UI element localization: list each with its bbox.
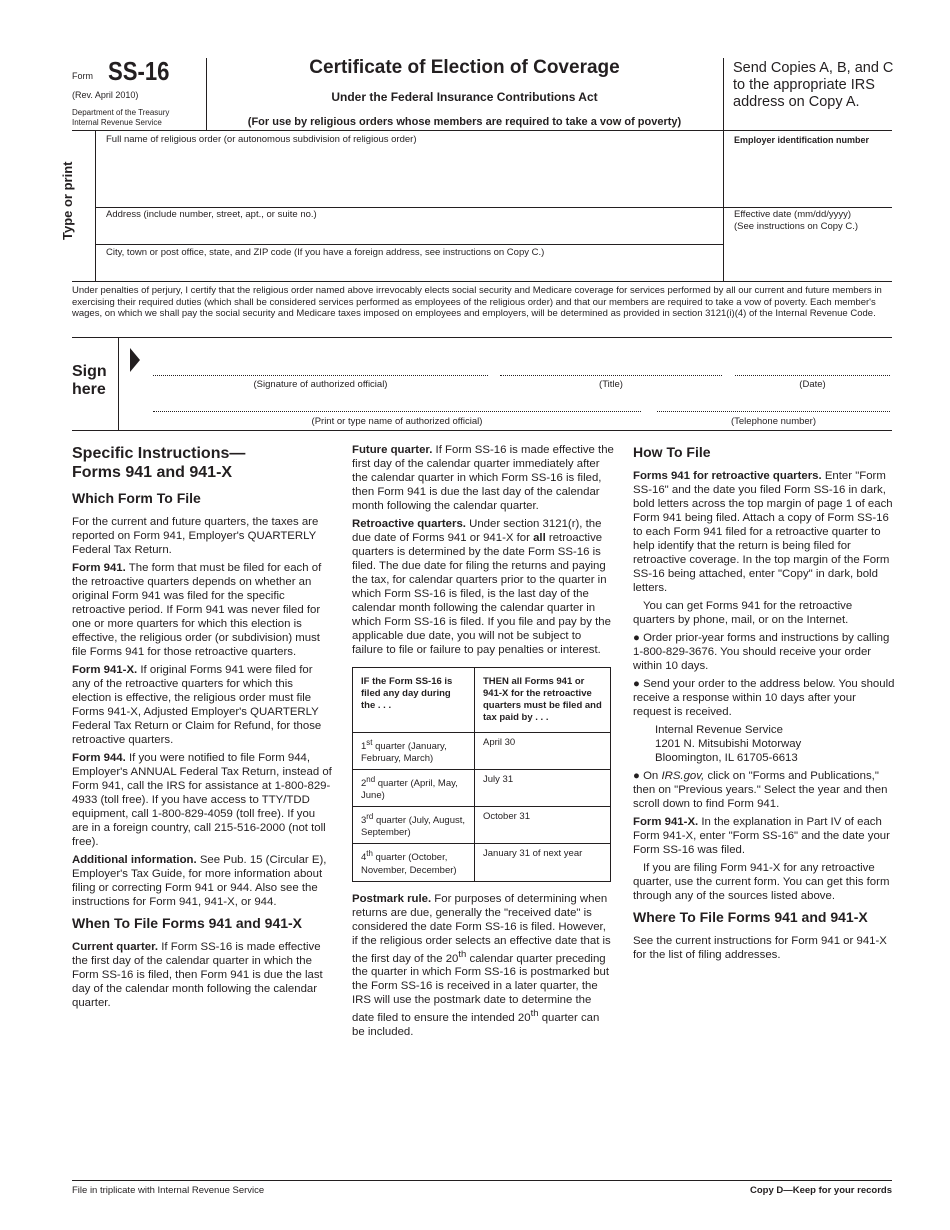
- due-cell: January 31 of next year: [475, 844, 611, 881]
- bullet-order-forms: ● Order prior-year forms and instructions by calling 1-800-829-3676. You should receive your order within 10 days.: [633, 632, 890, 672]
- bullet-icon: ●: [633, 770, 640, 782]
- quarter-cell: 3rd quarter (July, August, September): [353, 807, 475, 844]
- table-row: [353, 733, 611, 770]
- send-copies-note: Send Copies A, B, and C to the appropriate IRS address on Copy A.: [733, 60, 894, 110]
- form-941-paragraph: Form 941. The form that must be filed for each of the retroactive quarters depends on whether an original Form 941 was filed for the specific retroactive period. If Form 941 was never filed for one or more quarters for which this election is effective, the religious order (or subdivision) must file Forms 941 for those retroactive quarters.: [72, 562, 322, 658]
- which-form-heading: Which Form To File: [72, 490, 201, 506]
- table-header-left: IF the Form SS-16 is filed any day during the . . .: [353, 668, 475, 733]
- fields-bottom-rule: [72, 281, 892, 282]
- date-line[interactable]: [735, 375, 890, 376]
- form-subtitle: Under the Federal Insurance Contributions Act: [331, 90, 598, 104]
- postmark-rule-paragraph: Postmark rule. For purposes of determining when returns are due, generally the "received date" is considered the date Form SS-16 is filed. However, if the religious order selects an effective date that is the first day of the 20th calendar quarter preceding the quarter in which Form SS-16 is postmarked but the Form SS-16 is received in a later quarter, the IRS will use the postmark date to determine the date filed to ensure the intended 20th quarter can be included.: [352, 892, 611, 1039]
- sign-arrow-icon: [130, 348, 140, 372]
- type-or-print-label: Type or print: [60, 161, 75, 240]
- title-line[interactable]: [500, 375, 722, 376]
- print-name-caption: (Print or type name of authorized official): [311, 416, 483, 427]
- department-name: Department of the Treasury: [72, 108, 170, 117]
- table-row: [353, 844, 611, 881]
- how-to-file-heading: How To File: [633, 444, 711, 460]
- print-name-line[interactable]: [153, 411, 641, 412]
- quarter-cell: 2nd quarter (April, May, June): [353, 770, 475, 807]
- bullet-icon: ●: [633, 678, 640, 690]
- table-row: [353, 770, 611, 807]
- form-941x-howto-paragraph: Form 941-X. In the explanation in Part IV of each Form 941-X, enter "Form SS-16" and the date your Form SS-16 was filed.: [633, 816, 890, 856]
- order-name-field[interactable]: Full name of religious order (or autonomous subdivision of religious order): [106, 134, 417, 145]
- footer-rule: [72, 1180, 892, 1181]
- use-note: (For use by religious orders whose members are required to take a vow of poverty): [247, 116, 682, 128]
- form-941x-paragraph: Form 941-X. If original Forms 941 were filed for any of the retroactive quarters for which this election is effective, the religious order must file Forms 941-X, Adjusted Employer's QUARTERLY Federal Tax Return or Claim for Refund, for those retroactive quarters.: [72, 664, 322, 746]
- irs-gov-link[interactable]: IRS.gov,: [661, 770, 705, 782]
- revision-date: (Rev. April 2010): [72, 90, 139, 100]
- address-field[interactable]: Address (include number, street, apt., or suite no.): [106, 209, 317, 220]
- header-bottom-rule: [72, 130, 892, 131]
- column-how-to-file: [633, 444, 895, 966]
- when-to-file-heading: When To File Forms 941 and 941-X: [72, 915, 303, 931]
- column-specific-instructions: [72, 444, 334, 1014]
- fields-left-rule: [95, 131, 96, 281]
- form-941x-current-paragraph: If you are filing Form 941-X for any retroactive quarter, use the current form. You can get this form through any of the sources listed above.: [633, 862, 890, 902]
- city-field[interactable]: City, town or post office, state, and ZIP code (If you have a foreign address, see instructions on Copy C.): [106, 247, 545, 258]
- here-word: here: [72, 381, 106, 398]
- sign-bottom-rule: [72, 430, 892, 431]
- column-due-dates: [352, 443, 614, 1043]
- field-rule-1: [95, 207, 892, 208]
- footer-file-note: File in triplicate with Internal Revenue Service: [72, 1185, 265, 1196]
- table-header-right: THEN all Forms 941 or 941-X for the retroactive quarters must be filed and tax paid by . . .: [475, 668, 611, 733]
- due-cell: July 31: [475, 770, 611, 807]
- current-quarter-paragraph: Current quarter. If Form SS-16 is made effective the first day of the calendar quarter in which the Form SS-16 is filed, then Form 941 is due the last day of the calendar month following the calendar quarter.: [72, 941, 323, 1009]
- specific-instructions-heading: Specific Instructions— Forms 941 and 941-X: [72, 445, 246, 481]
- retroactive-quarters-paragraph: Retroactive quarters. Under section 3121(r), the due date of Forms 941 or 941-X for all retroactive quarters is determined by the date Form SS-16 is filed. The due date for filing the returns and paying the tax, for calendar quarters prior to the quarter in which Form SS-16 is filed, is the last day of the calendar month following the calendar quarter in which Form SS-16 is filed. If you file and pay by the applicable due date, you will not be subject to failure to file or failure to pay penalties or interest.: [352, 518, 611, 656]
- address-line-3: Bloomington, IL 61705-6613: [655, 752, 798, 764]
- bullet-irs-gov: ● On IRS.gov, click on "Forms and Publications," then on "Previous years." Select the year and then scroll down to find Form 941.: [633, 770, 888, 810]
- signature-line[interactable]: [153, 375, 488, 376]
- due-date-table: [352, 667, 611, 882]
- sign-here-label: [72, 363, 107, 399]
- bullet-icon: ●: [633, 632, 640, 644]
- get-forms-paragraph: You can get Forms 941 for the retroactive quarters by phone, mail, or on the Internet.: [633, 600, 853, 626]
- form-944-paragraph: Form 944. If you were notified to file Form 944, Employer's ANNUAL Federal Tax Return, instead of Form 941, call the IRS for assistance at 1-800-829-4933 (toll free). If you have access to TTY/TDD equipment, call 1-800-829-4059 (toll free). If you are in a foreign country, call 215-516-2000 (not toll free).: [72, 752, 332, 848]
- department-block: [72, 108, 212, 128]
- quarter-cell: 1st quarter (January, February, March): [353, 733, 475, 770]
- sign-word: Sign: [72, 363, 107, 380]
- header-divider-right: [723, 58, 724, 130]
- due-cell: October 31: [475, 807, 611, 844]
- intro-paragraph: For the current and future quarters, the taxes are reported on Form 941, Employer's QUARTERLY Federal Tax Return.: [72, 516, 319, 556]
- table-row: [353, 807, 611, 844]
- telephone-line[interactable]: [657, 411, 890, 412]
- retro-941-paragraph: Forms 941 for retroactive quarters. Enter "Form SS-16" and the date you filed Form SS-16 in dark, bold letters across the top margin of page 1 of each Form 941 being filed. Attach a copy of Form SS-16 to each Form 941 filed for a retroactive quarter to help identify that the return is being filed for retroactive coverage. In the top margin of the Form SS-16 being attached, enter "Copy" in dark, bold letters.: [633, 470, 893, 594]
- telephone-caption: (Telephone number): [730, 416, 817, 427]
- footer-copy-label: Copy D—Keep for your records: [750, 1185, 892, 1196]
- perjury-statement: Under penalties of perjury, I certify that the religious order named above irrevocably elects social security and Medicare coverage for services performed by all our current and future members in exercising their required duties (which shall be considered services performed as employees of the religious order) and that our members are required to take a vow of poverty. Each member's wages, on which we shall pay the social security and Medicare taxes imposed on employees and employers, will be determined as provided in section 3121(i)(4) of the Internal Revenue Code.: [72, 285, 882, 319]
- field-rule-2: [95, 244, 723, 245]
- where-to-file-paragraph: See the current instructions for Form 941 or 941-X for the list of filing addresses.: [633, 935, 887, 961]
- agency-name: Internal Revenue Service: [72, 118, 162, 127]
- title-caption: (Title): [599, 379, 623, 390]
- effective-date-note: (See instructions on Copy C.): [734, 221, 859, 232]
- additional-info-paragraph: Additional information. See Pub. 15 (Circular E), Employer's Tax Guide, for more information about filing or correcting Form 941 or 944. Also see the instructions for Form 941, 941-X, or 944.: [72, 854, 327, 908]
- form-number: SS-16: [108, 56, 170, 86]
- effective-date-label: Effective date (mm/dd/yyyy): [734, 209, 852, 220]
- quarter-cell: 4th quarter (October, November, December): [353, 844, 475, 881]
- fields-right-rule: [723, 131, 724, 281]
- address-line-2: 1201 N. Mitsubishi Motorway: [655, 738, 802, 750]
- address-line-1: Internal Revenue Service: [655, 724, 783, 736]
- bullet-send-order: ● Send your order to the address below. You should receive a response within 10 days after your request is received.: [633, 678, 895, 718]
- perjury-bottom-rule: [72, 337, 892, 338]
- signature-caption: (Signature of authorized official): [253, 379, 388, 390]
- table-header-row: [353, 668, 611, 733]
- due-cell: April 30: [475, 733, 611, 770]
- sign-bracket: [118, 338, 119, 430]
- form-label: Form: [72, 71, 93, 81]
- ein-field[interactable]: Employer identification number: [734, 135, 870, 145]
- date-caption: (Date): [799, 379, 826, 390]
- effective-date-field[interactable]: [734, 209, 858, 233]
- where-to-file-heading: Where To File Forms 941 and 941-X: [633, 909, 868, 925]
- form-title: Certificate of Election of Coverage: [309, 57, 620, 78]
- future-quarter-paragraph: Future quarter. If Form SS-16 is made effective the first day of the calendar quarter immediately after the calendar quarter in which Form SS-16 is filed, then Form 941 is due the last day of the calendar month following the calendar quarter.: [352, 444, 614, 512]
- irs-address: [633, 723, 895, 765]
